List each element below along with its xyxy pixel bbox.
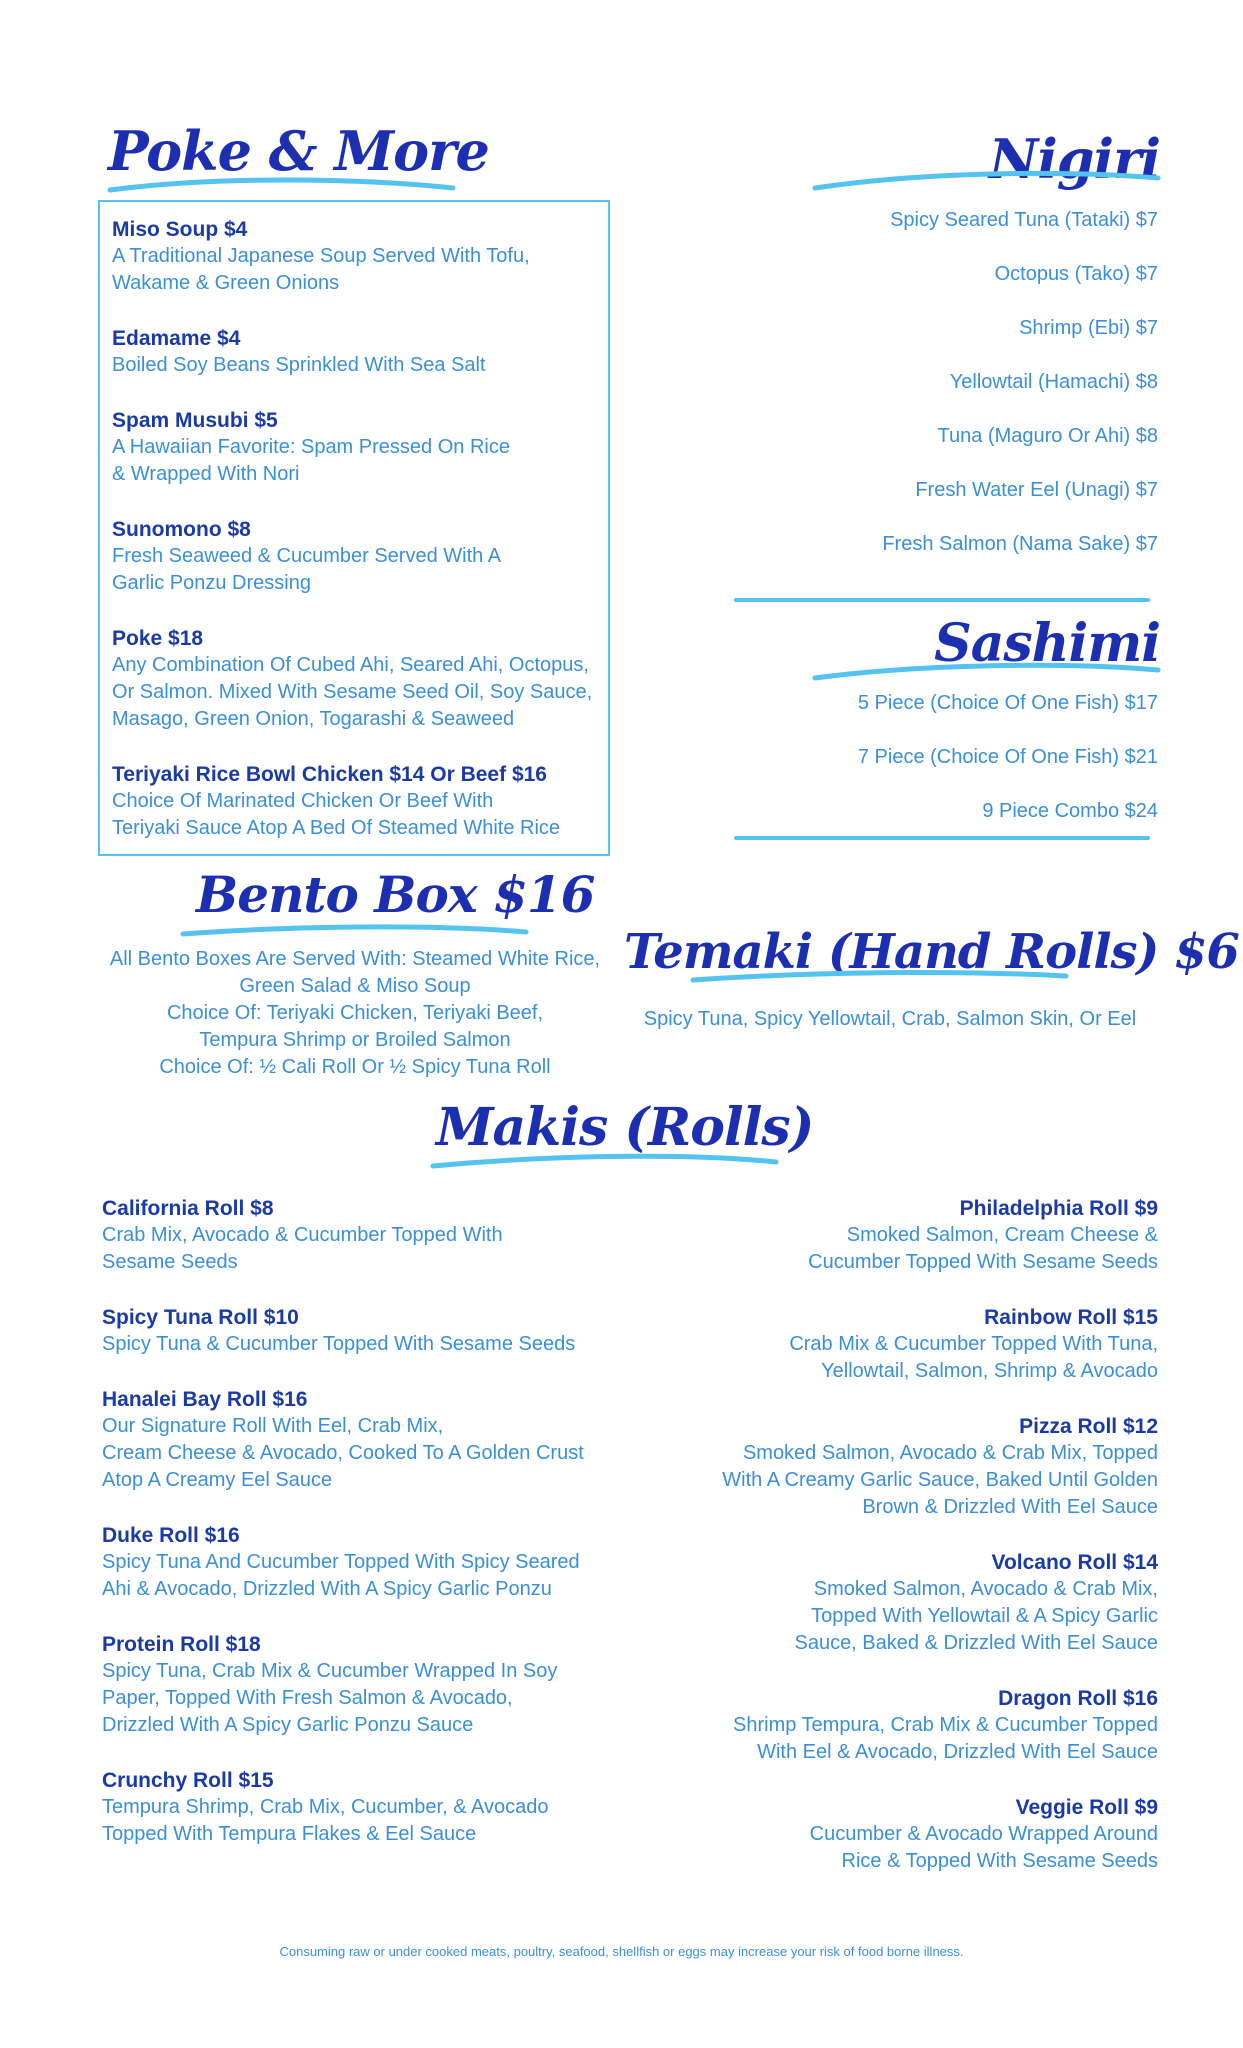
- menu-item-name: Hanalei Bay Roll $16: [102, 1388, 308, 1411]
- menu-item: [638, 1413, 1158, 1521]
- menu-item-description: Boiled Soy Beans Sprinkled With Sea Salt: [112, 354, 486, 376]
- menu-item-name: Edamame $4: [112, 327, 241, 350]
- sashimi-item: 7 Piece (Choice Of One Fish) $21: [857, 746, 1158, 768]
- menu-item: [112, 625, 596, 733]
- menu-item: [102, 1631, 662, 1739]
- menu-item-description: Fresh Seaweed & Cucumber Served With A: [112, 545, 502, 567]
- menu-item-description: Paper, Topped With Fresh Salmon & Avocado,: [102, 1687, 513, 1709]
- makis-title: Makis (Rolls): [436, 1097, 814, 1158]
- menu-item-description: Yellowtail, Salmon, Shrimp & Avocado: [821, 1360, 1158, 1382]
- menu-item-description: Tempura Shrimp, Crab Mix, Cucumber, & Avocado: [102, 1796, 549, 1818]
- menu-item-name: Spam Musubi $5: [112, 409, 278, 432]
- menu-item-name: Miso Soup $4: [112, 218, 248, 241]
- menu-item-name: Sunomono $8: [112, 518, 251, 541]
- menu-item-name: Rainbow Roll $15: [984, 1306, 1158, 1329]
- menu-item-name: California Roll $8: [102, 1197, 274, 1220]
- menu-item-description: Shrimp Tempura, Crab Mix & Cucumber Topped: [733, 1714, 1158, 1736]
- poke-swoosh: [108, 172, 458, 196]
- menu-item-description: Garlic Ponzu Dressing: [112, 572, 311, 594]
- sashimi-item: 5 Piece (Choice Of One Fish) $17: [857, 692, 1158, 714]
- menu-item: [112, 325, 596, 379]
- menu-item-description: Sauce, Baked & Drizzled With Eel Sauce: [794, 1632, 1158, 1654]
- menu-item-description: Our Signature Roll With Eel, Crab Mix,: [102, 1415, 444, 1437]
- bento-line: Choice Of: ½ Cali Roll Or ½ Spicy Tuna Roll: [159, 1056, 551, 1078]
- menu-item: [102, 1304, 662, 1358]
- nigiri-item: Tuna (Maguro Or Ahi) $8: [937, 425, 1158, 447]
- menu-item: [102, 1767, 662, 1848]
- bento-line: Tempura Shrimp or Broiled Salmon: [199, 1029, 511, 1051]
- sashimi-title: Sashimi: [934, 613, 1160, 674]
- menu-item-description: With Eel & Avocado, Drizzled With Eel Sauce: [757, 1741, 1158, 1763]
- menu-item-description: Or Salmon. Mixed With Sesame Seed Oil, Soy Sauce,: [112, 681, 593, 703]
- menu-item-name: Protein Roll $18: [102, 1633, 261, 1656]
- menu-item-description: Smoked Salmon, Cream Cheese &: [846, 1224, 1158, 1246]
- menu-item-description: & Wrapped With Nori: [112, 463, 300, 485]
- menu-item-name: Teriyaki Rice Bowl Chicken $14 Or Beef $16: [112, 763, 547, 786]
- menu-item-description: Wakame & Green Onions: [112, 272, 340, 294]
- bento-text: [100, 946, 610, 1081]
- sashimi-swoosh: [812, 660, 1162, 684]
- menu-item-description: With A Creamy Garlic Sauce, Baked Until Golden: [722, 1469, 1158, 1491]
- nigiri-item: Spicy Seared Tuna (Tataki) $7: [890, 209, 1158, 231]
- menu-item-description: Spicy Tuna, Crab Mix & Cucumber Wrapped In Soy: [102, 1660, 558, 1682]
- bento-line: All Bento Boxes Are Served With: Steamed White Rice,: [109, 948, 601, 970]
- menu-item: [112, 216, 596, 297]
- menu-item-description: Spicy Tuna & Cucumber Topped With Sesame Seeds: [102, 1333, 576, 1355]
- menu-item: [638, 1794, 1158, 1875]
- footer-disclaimer: Consuming raw or under cooked meats, poultry, seafood, shellfish or eggs may increase your risk of food borne illness.: [279, 1944, 964, 1959]
- sashimi-bottom-rule: [734, 836, 1150, 840]
- menu-item: [112, 516, 596, 597]
- menu-item-description: Any Combination Of Cubed Ahi, Seared Ahi, Octopus,: [112, 654, 589, 676]
- menu-item-name: Crunchy Roll $15: [102, 1769, 274, 1792]
- menu-item: [638, 1549, 1158, 1657]
- menu-item-description: Cream Cheese & Avocado, Cooked To A Golden Crust: [102, 1442, 584, 1464]
- menu-item-description: Choice Of Marinated Chicken Or Beef With: [112, 790, 494, 812]
- menu-item-description: Brown & Drizzled With Eel Sauce: [862, 1496, 1158, 1518]
- menu-item-name: Pizza Roll $12: [1019, 1415, 1158, 1438]
- bento-line: Green Salad & Miso Soup: [239, 975, 471, 997]
- menu-item-description: Teriyaki Sauce Atop A Bed Of Steamed White Rice: [112, 817, 561, 839]
- bento-line: Choice Of: Teriyaki Chicken, Teriyaki Beef,: [166, 1002, 544, 1024]
- menu-item: [102, 1386, 662, 1494]
- nigiri-item: Fresh Salmon (Nama Sake) $7: [882, 533, 1158, 555]
- menu-item-description: Cucumber Topped With Sesame Seeds: [808, 1251, 1158, 1273]
- menu-item-description: Smoked Salmon, Avocado & Crab Mix,: [813, 1578, 1158, 1600]
- menu-item-description: Smoked Salmon, Avocado & Crab Mix, Topped: [742, 1442, 1158, 1464]
- sashimi-item: 9 Piece Combo $24: [982, 800, 1158, 822]
- makis-left: [102, 1195, 662, 1876]
- menu-item-description: Crab Mix, Avocado & Cucumber Topped With: [102, 1224, 503, 1246]
- menu-item-description: A Traditional Japanese Soup Served With Tofu,: [112, 245, 530, 267]
- menu-item: [638, 1304, 1158, 1385]
- poke-box: [98, 200, 610, 856]
- menu-item: [638, 1685, 1158, 1766]
- menu-item-description: Masago, Green Onion, Togarashi & Seaweed: [112, 708, 515, 730]
- makis-swoosh: [430, 1150, 780, 1174]
- menu-item-name: Dragon Roll $16: [998, 1687, 1158, 1710]
- poke-title: Poke & More: [108, 119, 489, 183]
- menu-item-name: Poke $18: [112, 627, 204, 650]
- nigiri-item: Shrimp (Ebi) $7: [1019, 317, 1158, 339]
- makis-right: [638, 1195, 1158, 1903]
- menu-item-description: Drizzled With A Spicy Garlic Ponzu Sauce: [102, 1714, 474, 1736]
- menu-item: [112, 407, 596, 488]
- nigiri-title: Nigiri: [988, 127, 1160, 191]
- menu-item: [102, 1195, 662, 1276]
- temaki-line: Spicy Tuna, Spicy Yellowtail, Crab, Salmon Skin, Or Eel: [643, 1008, 1137, 1030]
- sashimi-top-rule: [734, 598, 1150, 602]
- sashimi-list: [698, 690, 1158, 852]
- temaki-title: Temaki (Hand Rolls) $6: [624, 924, 1239, 980]
- bento-title: Bento Box $16: [196, 865, 595, 924]
- menu-item-name: Veggie Roll $9: [1015, 1796, 1158, 1819]
- menu-item: [112, 761, 596, 842]
- nigiri-item: Octopus (Tako) $7: [994, 263, 1158, 285]
- menu-item-description: Topped With Tempura Flakes & Eel Sauce: [102, 1823, 477, 1845]
- menu-item-description: Atop A Creamy Eel Sauce: [102, 1469, 333, 1491]
- nigiri-list: [698, 207, 1158, 585]
- menu-item-name: Volcano Roll $14: [991, 1551, 1158, 1574]
- nigiri-swoosh: [812, 168, 1162, 192]
- menu-item: [638, 1195, 1158, 1276]
- temaki-swoosh: [690, 966, 1070, 990]
- nigiri-item: Yellowtail (Hamachi) $8: [949, 371, 1158, 393]
- menu-item-description: Sesame Seeds: [102, 1251, 238, 1273]
- menu-item-description: Cucumber & Avocado Wrapped Around: [809, 1823, 1158, 1845]
- menu-item: [102, 1522, 662, 1603]
- menu-item-description: A Hawaiian Favorite: Spam Pressed On Rice: [112, 436, 510, 458]
- menu-item-name: Duke Roll $16: [102, 1524, 240, 1547]
- menu-item-description: Crab Mix & Cucumber Topped With Tuna,: [789, 1333, 1158, 1355]
- menu-item-description: Ahi & Avocado, Drizzled With A Spicy Garlic Ponzu: [102, 1578, 552, 1600]
- menu-item-name: Spicy Tuna Roll $10: [102, 1306, 299, 1329]
- bento-swoosh: [180, 920, 530, 944]
- nigiri-item: Fresh Water Eel (Unagi) $7: [915, 479, 1158, 501]
- menu-item-description: Topped With Yellowtail & A Spicy Garlic: [811, 1605, 1158, 1627]
- menu-item-description: Rice & Topped With Sesame Seeds: [841, 1850, 1158, 1872]
- menu-item-name: Philadelphia Roll $9: [959, 1197, 1158, 1220]
- menu-item-description: Spicy Tuna And Cucumber Topped With Spicy Seared: [102, 1551, 580, 1573]
